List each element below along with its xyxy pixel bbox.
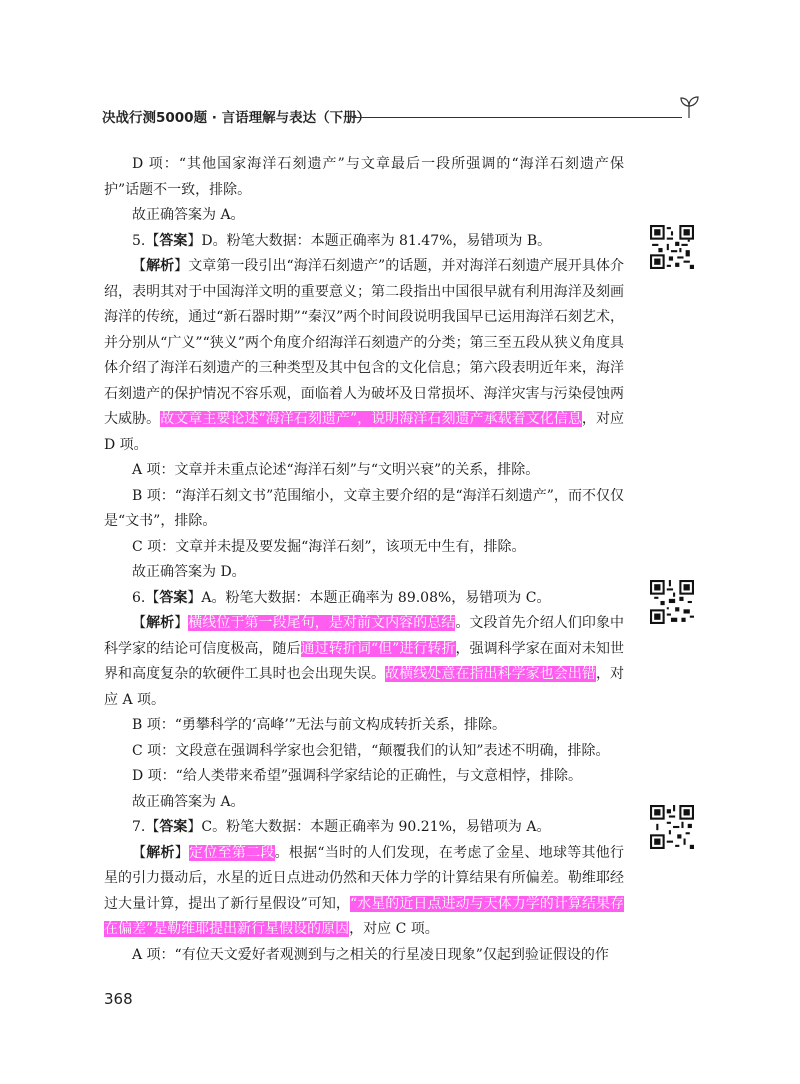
keyword-label: 答案 [159, 589, 188, 606]
page-number: 368 [104, 990, 133, 1008]
keyword-label: 答案 [159, 819, 188, 835]
text-run: A 项：“有位天文爱好者观测到与之相关的行星凌日现象”仅起到验证假设的作 [132, 946, 609, 963]
paragraph [104, 764, 624, 790]
text-run: ，对应 C 项。 [349, 921, 439, 937]
highlighted-text: 故横线处意在指出科学家也会出错 [385, 666, 596, 682]
text-run: ，对应 A 项。 [104, 666, 625, 708]
highlighted-text: “水星的近日点进动与天体力学的计算结果存在偏差”是勒维耶提出新行星假设的原因 [104, 895, 625, 937]
paragraph [104, 152, 624, 203]
text-run: ，对应 D 项。 [104, 411, 624, 453]
text-run: 。文段首先介绍人们印象中科学家的结论可信度极高，随后 [104, 615, 625, 657]
text-run: 。根据“当时的人们发现，在考虑了金星、地球等其他行星的引力摄动后，水星的近日点进动仍然和天体力学的计算结果有所偏差。勒维耶经过大量计算，提出了新行星假设”可知， [104, 844, 625, 912]
text-run: 】A。粉笔大数据：本题正确率为 89.08%，易错项为 C。 [187, 589, 551, 606]
keyword-label: 答案 [159, 232, 188, 249]
leaf-sprout-icon [676, 94, 702, 120]
text-run: C 项：文章并未提及要发掘“海洋石刻”，该项无中生有，排除。 [132, 538, 526, 555]
text-run: B 项：“海洋石刻文书”范围缩小，文章主要介绍的是“海洋石刻遗产”，而不仅仅是“文书”，排除。 [104, 487, 624, 529]
keyword-label: 解析 [146, 844, 175, 861]
highlighted-text: 横线位于第一段尾句，是对前文内容的总结 [188, 615, 456, 631]
answer-explanations [104, 152, 624, 968]
paragraph [104, 713, 624, 739]
keyword-label: 解析 [146, 615, 175, 631]
paragraph [104, 841, 624, 943]
paragraph [104, 484, 624, 535]
text-run: D 项：“给人类带来希望”强调科学家结论的正确性，与文意相悖，排除。 [132, 768, 582, 784]
text-run: C 项：文段意在强调科学家也会犯错，“颠覆我们的认知”表述不明确，排除。 [132, 742, 610, 759]
paragraph [104, 229, 624, 255]
text-run: ，强调科学家在面对未知世界和高度复杂的软硬件工具时也会出现失误。 [104, 640, 624, 682]
qr-code-icon[interactable] [650, 580, 694, 624]
paragraph [104, 535, 624, 561]
text-run: 】 [174, 615, 189, 631]
highlighted-text: 故文章主要论述“海洋石刻遗产”，说明海洋石刻遗产承载着文化信息 [160, 411, 582, 427]
paragraph [104, 815, 624, 841]
highlighted-text: 定位至第二段 [189, 844, 275, 861]
qr-code-icon[interactable] [650, 805, 694, 849]
text-run: 6.【 [132, 589, 160, 606]
paragraph [104, 611, 624, 713]
header-rule [352, 117, 682, 118]
text-run: B 项：“勇攀科学的‘高峰’”无法与前文构成转折关系，排除。 [132, 717, 506, 733]
text-run: 7.【 [132, 819, 160, 835]
text-run: 故正确答案为 A。 [132, 793, 245, 810]
text-run: 【 [132, 615, 147, 631]
text-run: 【 [132, 258, 147, 274]
text-run: 】D。粉笔大数据：本题正确率为 81.47%，易错项为 B。 [187, 232, 552, 249]
paragraph [104, 790, 624, 816]
paragraph [104, 458, 624, 484]
book-title: 决战行测5000题 · 言语理解与表达（下册） [102, 110, 371, 126]
keyword-label: 解析 [146, 258, 175, 274]
text-run: D 项：“其他国家海洋石刻遗产”与文章最后一段所强调的“海洋石刻遗产保护”话题不一致，排除。 [104, 156, 624, 198]
running-header [102, 104, 702, 128]
text-run: 】C。粉笔大数据：本题正确率为 90.21%，易错项为 A。 [187, 819, 551, 835]
text-run: A 项：文章并未重点论述“海洋石刻”与“文明兴衰”的关系，排除。 [132, 462, 540, 478]
paragraph [104, 586, 624, 612]
paragraph [104, 254, 624, 458]
text-run: 故正确答案为 D。 [132, 564, 246, 580]
highlighted-text: 通过转折词“但”进行转折 [300, 640, 456, 657]
text-run: 故正确答案为 A。 [132, 207, 245, 223]
text-run: 【 [132, 844, 147, 861]
text-run: 】文章第一段引出“海洋石刻遗产”的话题，并对海洋石刻遗产展开具体介绍，表明其对于中国海洋文明的重要意义；第二段指出中国很早就有利用海洋及刻画海洋的传统，通过“新石器时期”“秦汉”两个时间段说明我国早已运用海洋石刻艺术，并分别从“广义”“狭义”两个角度介绍海洋石刻遗产的分类；第三至五段从狭义角度具体介绍了海洋石刻遗产的三种类型及其中包含的文化信息；第六段表明近年来，海洋石刻遗产的保护情况不容乐观，面临着人为破坏及日常损坏、海洋灾害与污染侵蚀两大威胁。 [104, 258, 625, 427]
text-run: 5.【 [132, 232, 160, 249]
paragraph [104, 560, 624, 586]
paragraph [104, 203, 624, 229]
text-run: 】 [174, 844, 190, 861]
qr-code-icon[interactable] [650, 225, 694, 269]
paragraph [104, 739, 624, 765]
paragraph [104, 943, 624, 969]
